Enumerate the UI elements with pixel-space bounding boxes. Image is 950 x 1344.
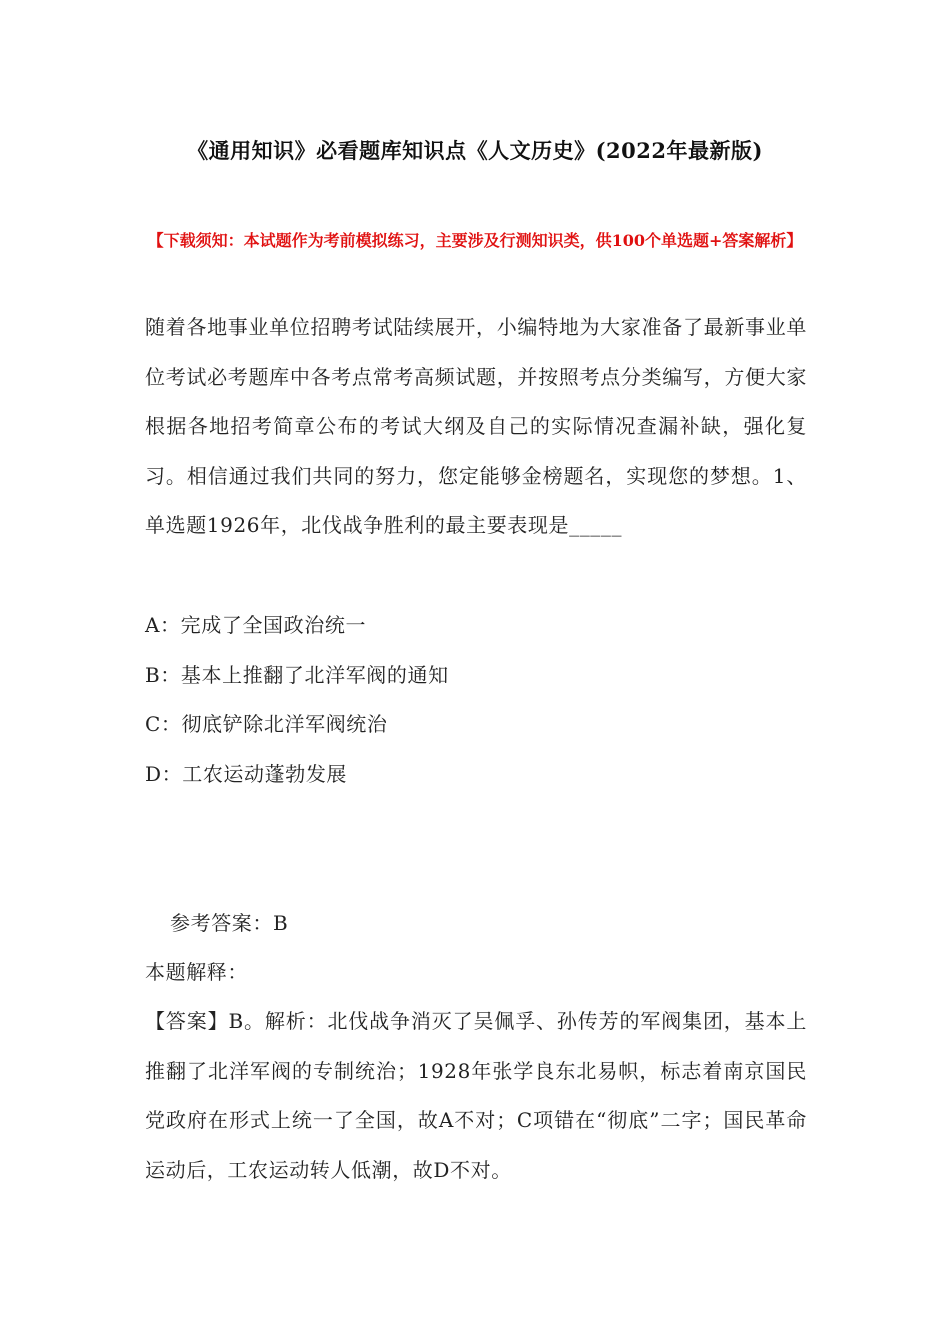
explanation-paragraph: 【答案】B。解析：北伐战争消灭了吴佩孚、孙传芳的军阀集团，基本上推翻了北洋军阀的专制统治；1928年张学良东北易帜，标志着南京国民党政府在形式上统一了全国，故A不对；C项错在“彻底”二字；国民革命运动后，工农运动转人低潮，故D不对。 xyxy=(145,1009,807,1182)
option-a: A：完成了全国政治统一 xyxy=(145,613,367,637)
download-notice: 【下载须知：本试题作为考前模拟练习，主要涉及行测知识类，供100个单选题+答案解析】 xyxy=(147,231,803,250)
document-title: 《通用知识》必看题库知识点《人文历史》(2022年最新版) xyxy=(187,138,763,163)
option-c: C：彻底铲除北洋军阀统治 xyxy=(145,712,388,736)
option-d: D：工农运动蓬勃发展 xyxy=(145,762,348,786)
explanation-label: 本题解释： xyxy=(145,960,248,984)
reference-answer: 参考答案：B xyxy=(170,911,289,935)
intro-paragraph: 随着各地事业单位招聘考试陆续展开，小编特地为大家准备了最新事业单位考试必考题库中各考点常考高频试题，并按照考点分类编写，方便大家根据各地招考简章公布的考试大纲及自己的实际情况查漏补缺，强化复习。相信通过我们共同的努力，您定能够金榜题名，实现您的梦想。1、单选题1926年，北伐战争胜利的最主要表现是_____ xyxy=(145,315,807,537)
option-b: B：基本上推翻了北洋军阀的通知 xyxy=(145,663,449,687)
